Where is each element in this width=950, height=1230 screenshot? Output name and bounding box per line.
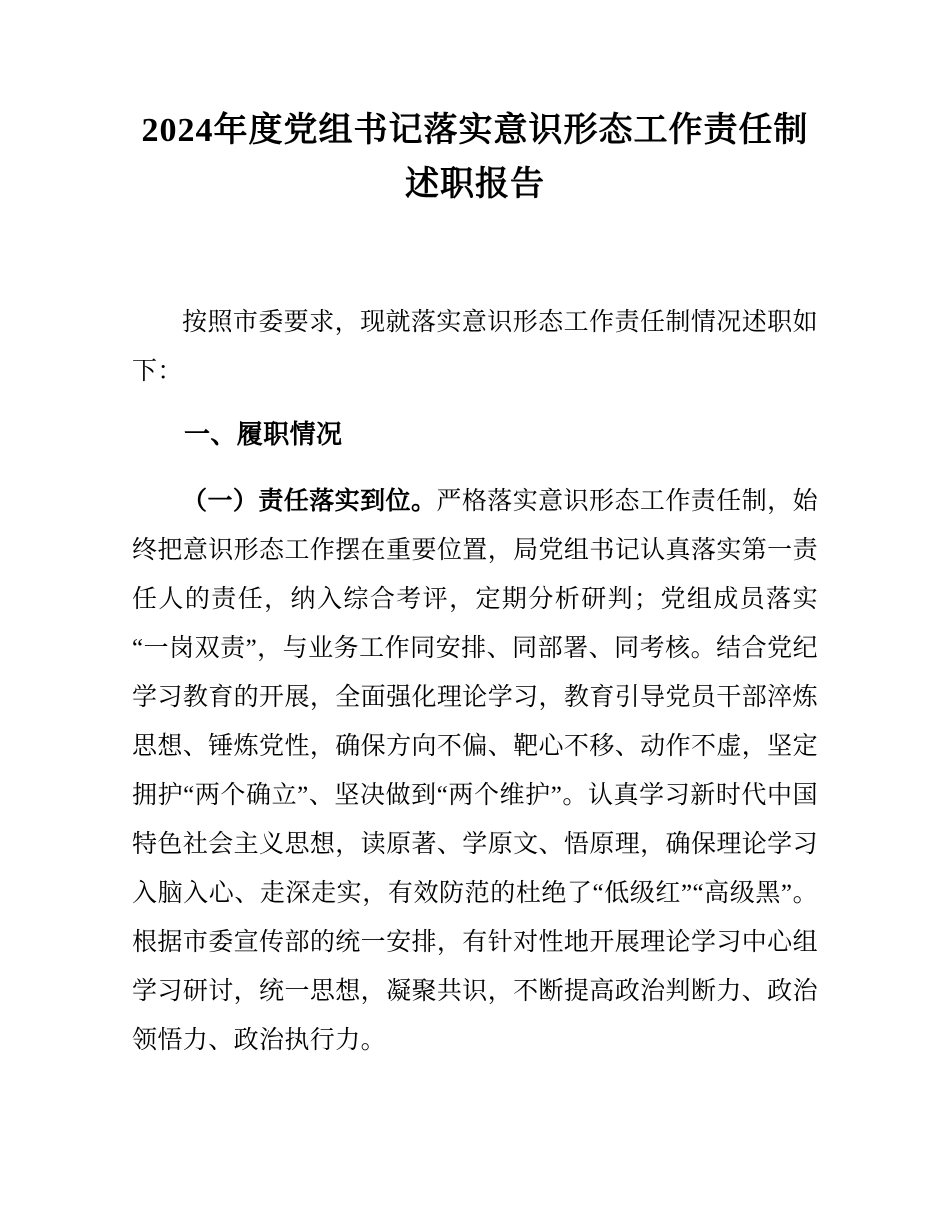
item1-paragraph — [132, 477, 818, 1065]
document-title — [132, 104, 818, 212]
intro-paragraph: 按照市委要求，现就落实意识形态工作责任制情况述职如下： — [132, 309, 818, 385]
section-heading-performance: 一、履职情况 — [184, 419, 343, 449]
document-title-line1: 2024年度党组书记落实意识形态工作责任制 — [141, 112, 809, 149]
item1-body-text: 严格落实意识形态工作责任制，始终把意识形态工作摆在重要位置，局党组书记认真落实第一责任人的责任，纳入综合考评，定期分析研判；党组成员落实“一岗双责”，与业务工作同安排、同部署、同考核。结合党纪学习教育的开展，全面强化理论学习，教育引导党员干部淬炼思想、锤炼党性，确保方向不偏、靶心不移、动作不虚，坚定拥护“两个确立”、坚决做到“两个维护”。认真学习新时代中国特色社会主义思想，读原著、学原文、悟原理，确保理论学习入脑入心、走深走实，有效防范的杜绝了“低级红”“高级黑”。根据市委宣传部的统一安排，有针对性地开展理论学习中心组学习研讨，统一思想，凝聚共识，不断提高政治判断力、政治领悟力、政治执行力。 — [132, 488, 818, 1054]
item1-lead-bold: （一）责任落实到位。 — [182, 487, 437, 515]
document-title-line2: 述职报告 — [405, 166, 545, 203]
